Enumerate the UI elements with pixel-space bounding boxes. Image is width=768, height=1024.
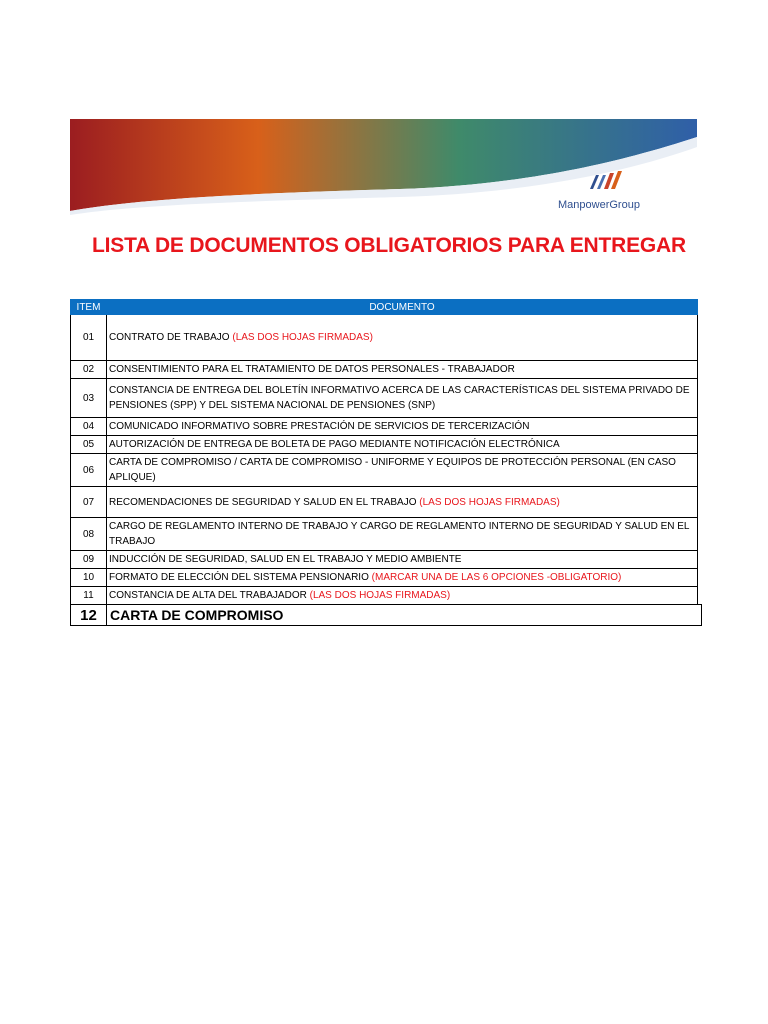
table-row — [71, 418, 698, 436]
row-document-text: AUTORIZACIÓN DE ENTREGA DE BOLETA DE PAGO MEDIANTE NOTIFICACIÓN ELECTRÓNICA — [109, 439, 560, 450]
row-document-text: CONSTANCIA DE ALTA DEL TRABAJADOR — [109, 590, 310, 601]
row-document-note: (LAS DOS HOJAS FIRMADAS) — [419, 496, 560, 508]
row-document-text: CARGO DE REGLAMENTO INTERNO DE TRABAJO Y CARGO DE REGLAMENTO INTERNO DE SEGURIDAD Y SALUD EN EL TRABAJO — [109, 521, 690, 547]
row-item-number: 09 — [71, 551, 107, 569]
documents-table — [70, 299, 698, 605]
column-header-item: ITEM — [71, 300, 107, 315]
row-item-number: 02 — [71, 361, 107, 379]
row-document-cell — [107, 551, 698, 569]
table-row — [71, 379, 698, 418]
extra-item-text: CARTA DE COMPROMISO — [107, 605, 702, 626]
row-document-cell — [107, 418, 698, 436]
row-document-cell — [107, 569, 698, 587]
row-item-number: 07 — [71, 487, 107, 518]
row-document-cell — [107, 487, 698, 518]
row-document-note: (LAS DOS HOJAS FIRMADAS) — [232, 332, 373, 343]
table-row — [71, 436, 698, 454]
table-row — [71, 315, 698, 361]
row-document-cell — [107, 518, 698, 551]
brand-name: ManpowerGroup — [558, 199, 640, 211]
row-document-cell — [107, 361, 698, 379]
row-document-note: (LAS DOS HOJAS FIRMADAS) — [309, 590, 451, 601]
table-row — [71, 361, 698, 379]
table-row — [71, 454, 698, 487]
table-header — [71, 300, 698, 315]
row-item-number: 04 — [71, 418, 107, 436]
manpower-logo-icon — [588, 169, 628, 193]
row-document-text: INDUCCIÓN DE SEGURIDAD, SALUD EN EL TRABAJO Y MEDIO AMBIENTE — [109, 554, 462, 565]
row-document-note: (MARCAR UNA DE LAS 6 OPCIONES -OBLIGATORIO) — [371, 572, 622, 583]
table-row — [71, 487, 698, 518]
table-row — [71, 569, 698, 587]
row-document-text: CARTA DE COMPROMISO / CARTA DE COMPROMISO - UNIFORME Y EQUIPOS DE PROTECCIÓN PERSONAL (EN CASO APLIQUE) — [109, 457, 676, 483]
table-row — [71, 518, 698, 551]
row-document-text: CONSENTIMIENTO PARA EL TRATAMIENTO DE DATOS PERSONALES - TRABAJADOR — [109, 364, 515, 375]
row-item-number: 03 — [71, 379, 107, 418]
row-document-cell — [107, 587, 698, 605]
page-title: LISTA DE DOCUMENTOS OBLIGATORIOS PARA ENTREGAR — [92, 234, 686, 257]
table-row — [71, 587, 698, 605]
row-document-text: COMUNICADO INFORMATIVO SOBRE PRESTACIÓN DE SERVICIOS DE TERCERIZACIÓN — [109, 421, 530, 432]
row-item-number: 08 — [71, 518, 107, 551]
row-document-cell — [107, 436, 698, 454]
row-item-number: 10 — [71, 569, 107, 587]
row-document-text: FORMATO DE ELECCIÓN DEL SISTEMA PENSIONARIO — [109, 572, 372, 583]
row-item-number: 05 — [71, 436, 107, 454]
row-item-number: 01 — [71, 315, 107, 361]
row-document-cell — [107, 454, 698, 487]
row-document-cell — [107, 315, 698, 361]
row-item-number: 11 — [71, 587, 107, 605]
extra-item-number: 12 — [71, 605, 107, 626]
extra-row — [71, 605, 702, 626]
row-document-text: RECOMENDACIONES DE SEGURIDAD Y SALUD EN EL TRABAJO — [109, 496, 420, 508]
row-document-text: CONSTANCIA DE ENTREGA DEL BOLETÍN INFORMATIVO ACERCA DE LAS CARACTERÍSTICAS DEL SISTEMA PRIVADO DE PENSIONES (SPP) Y DEL SISTEMA NACIONAL DE PENSIONES (SNP) — [109, 385, 690, 411]
column-header-document: DOCUMENTO — [107, 300, 698, 315]
row-item-number: 06 — [71, 454, 107, 487]
row-document-cell — [107, 379, 698, 418]
table-row — [71, 551, 698, 569]
row-document-text: CONTRATO DE TRABAJO — [109, 332, 233, 343]
extra-item-table — [70, 604, 702, 626]
